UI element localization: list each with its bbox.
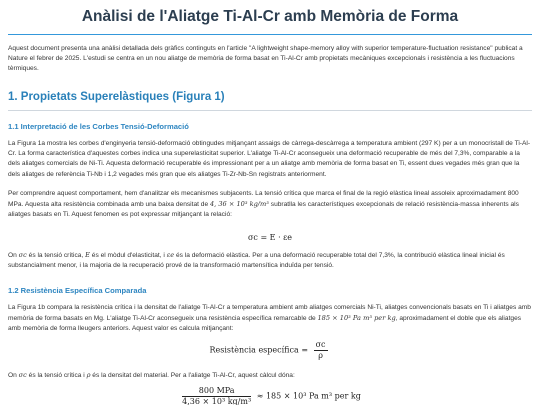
fraction-numerator: 800 MPa: [182, 386, 251, 397]
text-span: és la tensió crítica,: [26, 252, 86, 259]
equation-left: Resistència específica =: [209, 345, 309, 355]
specific-strength-value: 185 × 10³ Pa m³ per kg: [317, 314, 396, 323]
paragraph-density-variables: [8, 370, 532, 381]
subsection-heading-1-2: 1.2 Resistència Específica Comparada: [8, 286, 147, 295]
equation-calculation: [0, 386, 540, 405]
text-span: és la deformació elàstica. Per a una deformació recuperable total del 7,3%, la contribució elàstica lineal inicial és substancialment menor, i la majoria de la recuperació prové de la transformació martensítica induïda per tensió.: [8, 252, 505, 270]
modulus-symbol: E: [85, 251, 90, 259]
section-divider: [8, 110, 532, 111]
paragraph-variables: [8, 250, 532, 271]
text-span: Per comprendre aquest comportament, hem d'analitzar els mecanismes subjacents. La tensió crítica que marca el final de la regió elàstica lineal assoleix aproximadament 800 MPa. Aquesta alta resistència combinada amb una baixa densitat de: [8, 190, 519, 209]
equation-specific-strength: [0, 340, 540, 361]
paragraph-mechanisms: [8, 189, 532, 221]
fraction: [182, 386, 251, 405]
text-span: subratlla les característiques excepcionals de relació resistència-massa inherents als aliatges basats en Ti. Aquest fenomen es pot expressar mitjançant la relació:: [8, 201, 519, 219]
epsilon-symbol: εe: [166, 251, 175, 259]
sigma-symbol: σc: [18, 371, 27, 379]
text-span: On: [8, 372, 19, 379]
text-span: , aproximadament el doble que els aliatges amb memòria de forma lleugers anteriors. Aquest valor es calcula mitjançant:: [8, 315, 522, 333]
text-span: On: [8, 252, 19, 259]
equation-critical-stress: σc = E · εe: [247, 233, 293, 242]
text-span: La Figura 1b compara la resistència crítica i la densitat de l'aliatge Ti-Al-Cr a temperatura ambient amb aliatges comercials Ni-Ti, aliatges convencionals basats en Ti i aliatges amb memòria de forma basats en Mg. L'aliatge Ti-Al-Cr aconsegueix una resistència específica remarcable de: [8, 304, 531, 323]
text-span: és la tensió crítica i: [26, 372, 87, 379]
equation-result: ≈ 185 × 10³ Pa m³ per kg: [256, 391, 361, 401]
page-title: Anàlisi de l'Aliatge Ti-Al-Cr amb Memòria de Forma: [81, 8, 459, 25]
subsection-heading-1-1: 1.1 Interpretació de les Corbes Tensió-Deformació: [8, 122, 189, 131]
intro-paragraph: Aquest document presenta una anàlisi detallada dels gràfics continguts en l'article "A lightweight shape-memory alloy with superior temperature-fluctuation resistance" publicat a Nature el febrer de 2025. L'estudi se centra en un nou aliatge de memòria de forma basat en Ti-Al-Cr amb propietats mecàniques excepcionals i resistència a les fluctuacions tèrmiques.: [8, 45, 523, 72]
paragraph-stress-strain: La Figura 1a mostra les corbes d'enginyeria tensió-deformació obtingudes mitjançant assaigs de càrrega-descàrrega a temperatura ambient (297 K) per a un monocristall de Ti-Al-Cr. La forma característica d'aquestes corbes indica una superelasticitat superior. L'aliatge Ti-Al-Cr aconsegueix una deformació recuperable de més del 7,3%, comparable a la dels aliatges comercials de Ni-Ti. Aquesta deformació recuperable és impressionant per a un aliatge amb memòria de forma basat en Ti, essent dues vegades més gran que la dels aliatges de referència Ti-Nb i 1,2 vegades més gran que els aliatges Ti-Zr-Nb-Sn registrats anteriorment.: [8, 140, 531, 178]
section-heading-1: 1. Propietats Superelàstiques (Figura 1): [8, 91, 225, 103]
title-divider: [8, 34, 532, 35]
sigma-symbol: σc: [18, 251, 27, 259]
fraction-numerator: σc: [315, 340, 326, 349]
fraction-denominator: 4,36 × 10³ kg/m³: [182, 397, 252, 405]
fraction-denominator: ρ: [318, 351, 323, 360]
rho-symbol: ρ: [86, 371, 91, 379]
text-span: és la densitat del material. Per a l'aliatge Ti-Al-Cr, aquest càlcul dóna:: [90, 372, 295, 379]
density-value: 4, 36 × 10³ kg/m³: [209, 200, 269, 209]
fraction: [314, 340, 328, 361]
text-span: és el mòdul d'elasticitat, i: [89, 252, 167, 259]
paragraph-specific-strength: [8, 303, 532, 335]
